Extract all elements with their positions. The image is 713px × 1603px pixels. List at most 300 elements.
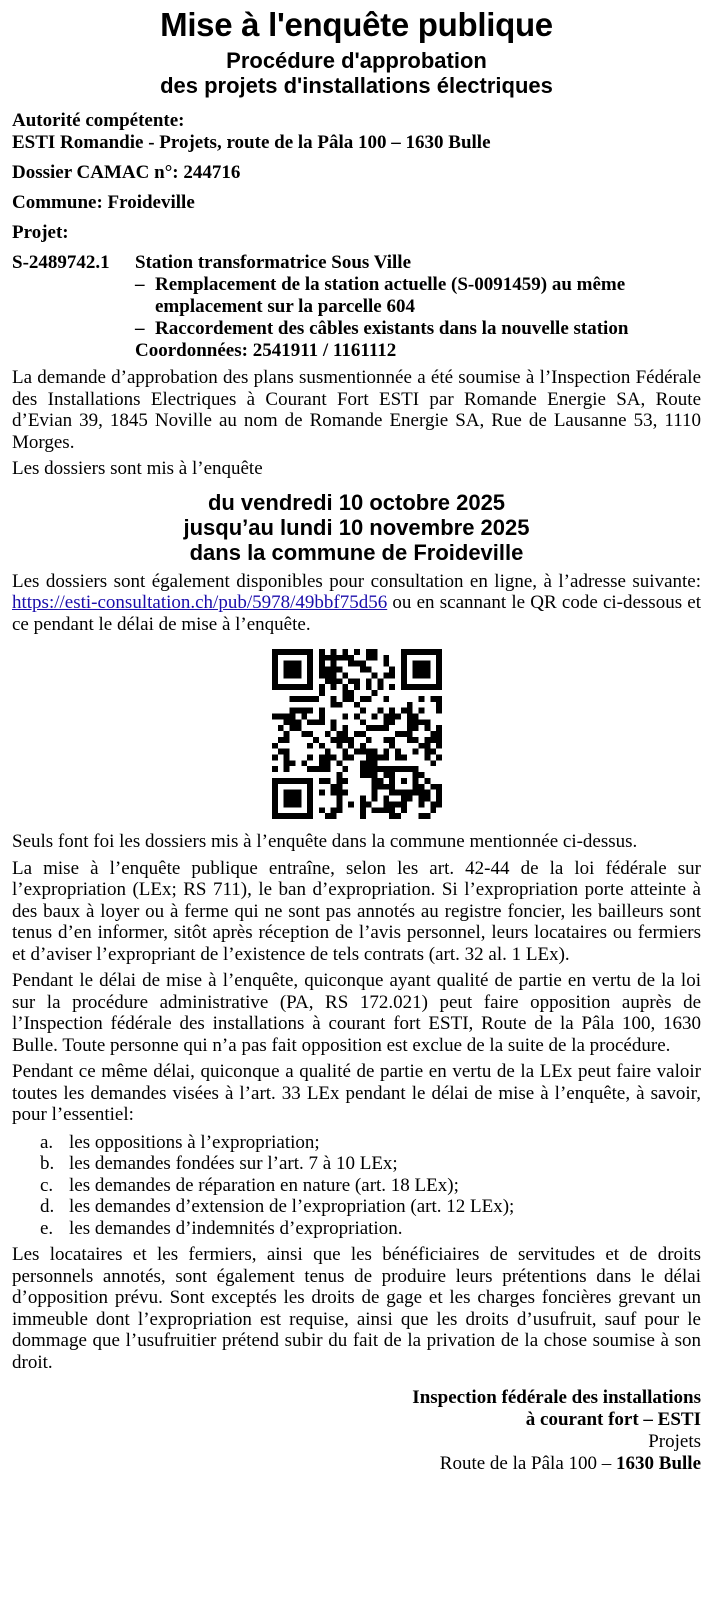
qr-module xyxy=(272,678,278,684)
qr-module xyxy=(400,708,406,714)
projet-name: Station transformatrice Sous Ville xyxy=(135,252,412,273)
qr-module xyxy=(395,790,401,796)
qr-module xyxy=(272,684,278,690)
qr-module xyxy=(318,649,324,655)
qr-module xyxy=(324,766,330,772)
qr-module xyxy=(348,743,354,749)
qr-module xyxy=(383,749,389,755)
qr-module xyxy=(412,766,418,772)
qr-module xyxy=(342,713,348,719)
qr-module xyxy=(395,766,401,772)
qr-module xyxy=(365,766,371,772)
list-letter: d. xyxy=(40,1196,55,1217)
qr-module xyxy=(283,672,289,678)
qr-module xyxy=(307,672,313,678)
qr-module xyxy=(424,749,430,755)
qr-module xyxy=(272,813,278,819)
qr-module xyxy=(359,731,365,737)
qr-module xyxy=(272,667,278,673)
qr-module xyxy=(383,672,389,678)
paragraph-ban: La mise à l’enquête publique entraîne, selon les art. 42-44 de la loi fédérale sur l’expropriation (LEx; RS 711), le ban d’expropriation. Si l’expropriation porte atteinte à des baux à loyer ou à ferme qui ne sont pas annotés au registre foncier, les bailleurs sont tenus d’en informer, sitôt après réception de l’avis personnel, leurs locataires ou fermiers et d’aviser l’expropriant de l’existence de tels contrats (art. 32 al. 1 LEx). xyxy=(12,857,701,965)
qr-module xyxy=(377,807,383,813)
qr-module xyxy=(400,755,406,761)
qr-module xyxy=(418,672,424,678)
qr-module xyxy=(377,678,383,684)
qr-module xyxy=(330,737,336,743)
qr-module xyxy=(383,766,389,772)
signature-address: Route de la Pâla 100 – xyxy=(439,1453,617,1474)
qr-module xyxy=(400,801,406,807)
qr-module xyxy=(359,743,365,749)
qr-module xyxy=(430,731,436,737)
qr-module xyxy=(307,813,313,819)
qr-module xyxy=(342,725,348,731)
projet-details xyxy=(135,252,701,362)
paragraph-locataires: Les locataires et les fermiers, ainsi que les bénéficiaires de servitudes et de droits personnels annotés, sont également tenus de produire leurs prétentions dans le délai d’opposition prévu. Sont exceptés les droits de gage et les charges foncières grevant un immeuble dont l’expropriation est requise, ainsi que les droits d’usufruit, sauf pour le dommage que l’usufruitier prétend subir du fait de la privation de la chose soumise à son droit. xyxy=(12,1244,701,1373)
qr-module xyxy=(348,661,354,667)
qr-module xyxy=(307,678,313,684)
qr-module xyxy=(307,755,313,761)
qr-module xyxy=(313,737,319,743)
qr-module xyxy=(389,743,395,749)
qr-module xyxy=(283,661,289,667)
qr-code-icon[interactable] xyxy=(272,649,442,819)
qr-module xyxy=(313,696,319,702)
qr-module xyxy=(436,737,442,743)
qr-module xyxy=(289,713,295,719)
qr-module xyxy=(277,737,283,743)
qr-module xyxy=(418,696,424,702)
qr-module xyxy=(371,672,377,678)
qr-module xyxy=(371,749,377,755)
qr-module xyxy=(272,766,278,772)
qr-module xyxy=(272,801,278,807)
qr-module xyxy=(295,667,301,673)
qr-module xyxy=(330,661,336,667)
qr-module xyxy=(301,649,307,655)
qr-module xyxy=(436,649,442,655)
qr-module xyxy=(365,667,371,673)
qr-module xyxy=(318,778,324,784)
qr-module xyxy=(365,749,371,755)
qr-module xyxy=(371,784,377,790)
paragraph-online xyxy=(12,571,701,636)
qr-module xyxy=(307,790,313,796)
qr-module xyxy=(342,684,348,690)
qr-module xyxy=(424,813,430,819)
signature-city: 1630 Bulle xyxy=(616,1453,701,1474)
qr-module xyxy=(289,708,295,714)
qr-module xyxy=(365,696,371,702)
qr-module xyxy=(318,690,324,696)
qr-module xyxy=(330,696,336,702)
qr-module xyxy=(295,813,301,819)
qr-module xyxy=(301,760,307,766)
qr-module xyxy=(395,801,401,807)
qr-module xyxy=(283,790,289,796)
qr-module xyxy=(295,725,301,731)
qr-module xyxy=(430,649,436,655)
list-text: les demandes d’extension de l’expropriation (art. 12 LEx); xyxy=(69,1196,515,1217)
qr-module xyxy=(424,719,430,725)
qr-module xyxy=(371,796,377,802)
qr-module xyxy=(359,796,365,802)
list-letter: b. xyxy=(40,1153,55,1174)
qr-module xyxy=(359,766,365,772)
qr-module xyxy=(283,731,289,737)
qr-module xyxy=(377,755,383,761)
qr-module xyxy=(365,649,371,655)
online-text-after: ou en scannant le QR code ci-dessous et ce pendant le délai de mise à l’enquête. xyxy=(12,592,701,635)
list-item xyxy=(12,1153,701,1175)
qr-module xyxy=(371,807,377,813)
paragraph-opposition: Pendant le délai de mise à l’enquête, quiconque ayant qualité de partie en vertu de la loi sur la procédure administrative (PA, RS 172.021) peut faire opposition auprès de l’Inspection fédérale des installations à courant fort ESTI, Route de la Pâla 100, 1630 Bulle. Toute personne qui n’a pas fait opposition est exclue de la suite de la procédure. xyxy=(12,970,701,1056)
qr-module xyxy=(354,702,360,708)
qr-module xyxy=(359,719,365,725)
qr-module xyxy=(324,655,330,661)
qr-module xyxy=(324,672,330,678)
qr-module xyxy=(283,719,289,725)
qr-module xyxy=(383,772,389,778)
projet-item-text: Remplacement de la station actuelle (S-0091459) au même emplacement sur la parcelle 604 xyxy=(155,274,626,317)
qr-module xyxy=(412,719,418,725)
qr-module xyxy=(301,684,307,690)
qr-module xyxy=(330,813,336,819)
qr-module xyxy=(348,801,354,807)
qr-module xyxy=(272,649,278,655)
qr-module xyxy=(430,696,436,702)
qr-module xyxy=(436,784,442,790)
list-text: les demandes d’indemnités d’expropriation. xyxy=(69,1217,403,1239)
qr-module xyxy=(307,708,313,714)
qr-module xyxy=(272,778,278,784)
qr-module xyxy=(295,708,301,714)
qr-module xyxy=(336,796,342,802)
qr-module xyxy=(354,649,360,655)
list-letter: e. xyxy=(40,1217,54,1239)
qr-module xyxy=(371,778,377,784)
qr-module xyxy=(301,813,307,819)
qr-module xyxy=(330,649,336,655)
qr-module xyxy=(307,766,313,772)
qr-module xyxy=(318,672,324,678)
qr-module xyxy=(342,672,348,678)
list-item xyxy=(12,1196,701,1218)
qr-module xyxy=(412,737,418,743)
qr-module xyxy=(272,713,278,719)
qr-module xyxy=(395,749,401,755)
qr-module xyxy=(412,684,418,690)
qr-module xyxy=(436,708,442,714)
paragraph-demande: La demande d’approbation des plans susmentionnée a été soumise à l’Inspection Fédérale des Installations Electriques à Courant Fort ESTI par Romande Energie SA, Route d’Evian 39, 1845 Noville au nom de Romande Energie SA, Rue de Lausanne 53, 1110 Morges. xyxy=(12,367,701,453)
qr-module xyxy=(412,790,418,796)
qr-module xyxy=(289,725,295,731)
qr-module xyxy=(400,655,406,661)
qr-module xyxy=(400,766,406,772)
qr-module xyxy=(272,655,278,661)
qr-module xyxy=(330,684,336,690)
qr-module xyxy=(324,755,330,761)
qr-module xyxy=(272,755,278,761)
qr-module xyxy=(348,737,354,743)
qr-module xyxy=(365,655,371,661)
qr-module xyxy=(348,696,354,702)
qr-module xyxy=(389,772,395,778)
qr-module xyxy=(342,649,348,655)
projet-item xyxy=(135,318,701,340)
qr-module xyxy=(330,807,336,813)
qr-module xyxy=(342,655,348,661)
qr-module xyxy=(418,784,424,790)
qr-module xyxy=(412,749,418,755)
qr-module xyxy=(383,801,389,807)
qr-module xyxy=(371,725,377,731)
qr-module xyxy=(412,672,418,678)
qr-module xyxy=(336,655,342,661)
qr-module xyxy=(307,684,313,690)
authority-block xyxy=(12,110,701,154)
signature-line-4 xyxy=(12,1453,701,1475)
qr-module xyxy=(395,813,401,819)
qr-module xyxy=(313,719,319,725)
qr-module xyxy=(383,796,389,802)
qr-module xyxy=(406,796,412,802)
qr-module xyxy=(330,702,336,708)
projet-coordinates: Coordonnées: 2541911 / 1161112 xyxy=(135,340,397,361)
qr-module xyxy=(318,807,324,813)
qr-module xyxy=(430,801,436,807)
qr-module xyxy=(389,801,395,807)
qr-module xyxy=(418,649,424,655)
qr-module xyxy=(272,784,278,790)
qr-module xyxy=(277,778,283,784)
list-letter: a. xyxy=(40,1131,54,1153)
qr-module xyxy=(365,755,371,761)
qr-module xyxy=(324,678,330,684)
qr-module xyxy=(365,678,371,684)
qr-module xyxy=(389,813,395,819)
qr-module xyxy=(430,749,436,755)
qr-module xyxy=(336,790,342,796)
qr-module xyxy=(354,749,360,755)
qr-module xyxy=(301,731,307,737)
qr-module xyxy=(277,749,283,755)
qr-module xyxy=(318,708,324,714)
qr-module xyxy=(424,649,430,655)
qr-module xyxy=(324,667,330,673)
qr-module xyxy=(424,684,430,690)
qr-module xyxy=(307,796,313,802)
qr-module xyxy=(406,684,412,690)
qr-module xyxy=(424,778,430,784)
qr-module xyxy=(324,749,330,755)
qr-module xyxy=(371,755,377,761)
qr-module xyxy=(395,731,401,737)
qr-module xyxy=(371,790,377,796)
qr-module xyxy=(307,807,313,813)
enquete-period xyxy=(12,490,701,565)
qr-module xyxy=(383,725,389,731)
qr-module xyxy=(389,778,395,784)
qr-module xyxy=(336,801,342,807)
qr-module xyxy=(365,684,371,690)
qr-module xyxy=(330,755,336,761)
qr-module xyxy=(406,725,412,731)
qr-module xyxy=(272,796,278,802)
qr-module xyxy=(283,649,289,655)
qr-module xyxy=(336,772,342,778)
qr-module xyxy=(400,672,406,678)
qr-module xyxy=(342,790,348,796)
qr-module xyxy=(277,713,283,719)
qr-module xyxy=(430,807,436,813)
qr-module xyxy=(277,813,283,819)
qr-module xyxy=(307,743,313,749)
qr-module xyxy=(289,649,295,655)
qr-module xyxy=(430,684,436,690)
qr-module xyxy=(289,790,295,796)
qr-module xyxy=(289,672,295,678)
qr-module xyxy=(307,649,313,655)
authority-label: Autorité compétente: xyxy=(12,110,185,131)
qr-module xyxy=(318,790,324,796)
qr-module xyxy=(359,760,365,766)
qr-module xyxy=(365,772,371,778)
qr-module xyxy=(418,661,424,667)
list-item xyxy=(12,1132,701,1154)
qr-module xyxy=(359,708,365,714)
qr-module xyxy=(283,796,289,802)
qr-module xyxy=(424,725,430,731)
subtitle-line-2: des projets d'installations électriques xyxy=(160,73,553,98)
qr-module xyxy=(318,667,324,673)
qr-module xyxy=(336,667,342,673)
qr-module xyxy=(336,678,342,684)
signature-line-1: Inspection fédérale des installations xyxy=(412,1387,701,1408)
commune: Commune: Froideville xyxy=(12,192,195,213)
qr-module xyxy=(389,684,395,690)
qr-module xyxy=(348,678,354,684)
qr-module xyxy=(289,661,295,667)
qr-module xyxy=(330,672,336,678)
qr-module xyxy=(330,655,336,661)
qr-module xyxy=(283,713,289,719)
qr-module xyxy=(324,778,330,784)
qr-module xyxy=(377,684,383,690)
qr-module xyxy=(383,807,389,813)
qr-module xyxy=(342,731,348,737)
qr-module xyxy=(289,760,295,766)
qr-module xyxy=(313,766,319,772)
qr-module xyxy=(418,667,424,673)
qr-module xyxy=(336,737,342,743)
qr-module xyxy=(342,690,348,696)
qr-module xyxy=(359,772,365,778)
qr-module xyxy=(354,713,360,719)
qr-module xyxy=(436,743,442,749)
online-text-before: Les dossiers sont également disponibles pour consultation en ligne, à l’adresse suivante: xyxy=(12,570,701,592)
qr-module xyxy=(436,790,442,796)
qr-module xyxy=(365,725,371,731)
qr-module xyxy=(400,649,406,655)
qr-module xyxy=(283,749,289,755)
qr-module xyxy=(412,778,418,784)
qr-module xyxy=(283,755,289,761)
qr-module xyxy=(400,678,406,684)
qr-module xyxy=(342,749,348,755)
qr-module xyxy=(418,790,424,796)
qr-module xyxy=(283,778,289,784)
period-start: du vendredi 10 octobre 2025 xyxy=(207,489,506,515)
qr-module xyxy=(307,719,313,725)
qr-module xyxy=(330,667,336,673)
qr-module xyxy=(289,684,295,690)
qr-module xyxy=(318,766,324,772)
qr-module xyxy=(371,690,377,696)
qr-module xyxy=(371,766,377,772)
qr-module xyxy=(307,655,313,661)
projet-id: S-2489742.1 xyxy=(12,252,110,273)
qr-module xyxy=(406,766,412,772)
qr-code-container xyxy=(12,649,701,819)
qr-module xyxy=(406,790,412,796)
qr-module xyxy=(383,755,389,761)
qr-module xyxy=(277,649,283,655)
qr-module xyxy=(318,760,324,766)
qr-module xyxy=(371,655,377,661)
qr-module xyxy=(389,713,395,719)
qr-module xyxy=(318,713,324,719)
qr-module xyxy=(383,696,389,702)
qr-module xyxy=(418,813,424,819)
qr-module xyxy=(400,684,406,690)
qr-module xyxy=(371,649,377,655)
qr-module xyxy=(406,713,412,719)
qr-module xyxy=(272,807,278,813)
qr-module xyxy=(389,672,395,678)
projet-label: Projet: xyxy=(12,222,69,243)
qr-module xyxy=(383,784,389,790)
qr-module xyxy=(371,760,377,766)
qr-module xyxy=(436,684,442,690)
qr-module xyxy=(359,813,365,819)
qr-module xyxy=(318,743,324,749)
qr-module xyxy=(283,801,289,807)
qr-module xyxy=(336,702,342,708)
projet-item-text: Raccordement des câbles existants dans la nouvelle station xyxy=(155,318,629,339)
qr-module xyxy=(295,672,301,678)
list-item xyxy=(12,1175,701,1197)
qr-module xyxy=(436,702,442,708)
qr-module xyxy=(307,667,313,673)
qr-module xyxy=(436,725,442,731)
qr-module xyxy=(289,667,295,673)
qr-module xyxy=(301,708,307,714)
qr-module xyxy=(371,772,377,778)
qr-module xyxy=(336,784,342,790)
qr-module xyxy=(283,766,289,772)
qr-module xyxy=(418,801,424,807)
signature-line-3: Projets xyxy=(648,1431,701,1452)
qr-module xyxy=(377,784,383,790)
qr-module xyxy=(283,813,289,819)
qr-module xyxy=(307,778,313,784)
consultation-link[interactable]: https://esti-consultation.ch/pub/5978/49bbf75d56 xyxy=(12,592,388,613)
list-letter: c. xyxy=(40,1174,54,1196)
qr-module xyxy=(359,667,365,673)
qr-module xyxy=(436,731,442,737)
list-item xyxy=(12,1218,701,1240)
